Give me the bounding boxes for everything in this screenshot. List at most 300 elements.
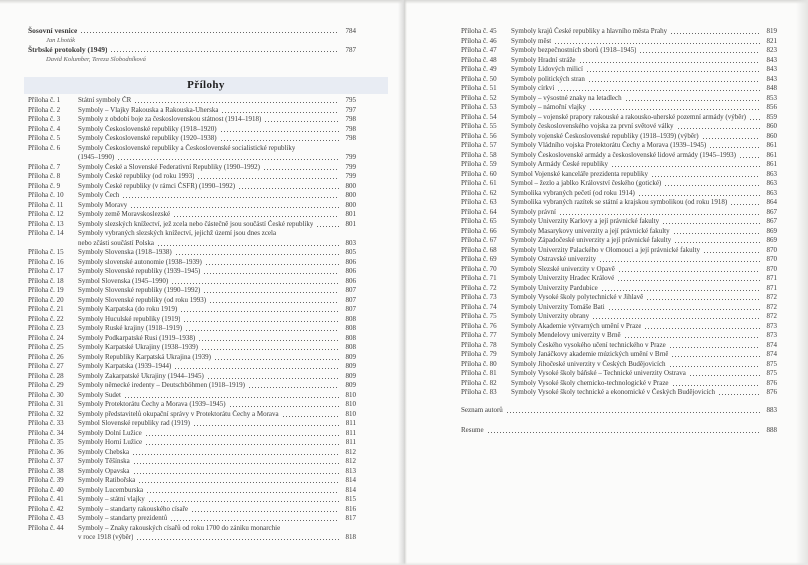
dot-leader	[173, 210, 339, 220]
entry-label: Příloha č. 67	[461, 236, 497, 244]
dot-leader	[557, 84, 760, 94]
toc-entry	[28, 172, 356, 182]
dot-leader	[171, 277, 339, 287]
toc-entry	[461, 360, 777, 370]
toc-entry	[461, 113, 777, 123]
toc-entry	[461, 331, 777, 341]
entry-label: Příloha č. 55	[461, 122, 497, 130]
entry-page: 817	[345, 514, 356, 522]
entry-label: Příloha č. 32	[28, 409, 64, 418]
entry-title: Symboly Protektorátu Čechy a Morava (1939–1945)	[78, 400, 226, 408]
toc-entry	[461, 179, 777, 189]
entry-page: 875	[766, 359, 777, 368]
entry-label: Příloha č. 4	[28, 124, 61, 133]
toc-entry	[461, 246, 777, 256]
entry-page: 811	[345, 438, 356, 446]
toc-entry	[28, 153, 356, 163]
entry-label: Příloha č. 33	[28, 419, 64, 427]
toc-entry	[28, 533, 356, 543]
entry-title: Symboly právní	[511, 207, 556, 216]
dot-leader	[739, 151, 760, 161]
toc-entry	[28, 391, 356, 401]
entry-page: 819	[766, 27, 777, 35]
entry-page: 860	[766, 131, 777, 140]
dot-leader	[646, 293, 760, 303]
dot-leader	[669, 360, 760, 370]
entry-page: 803	[345, 238, 356, 247]
toc-entry	[461, 274, 777, 284]
entry-label: Příloha č. 72	[461, 283, 497, 292]
appendix-list-right	[461, 27, 777, 398]
section-header	[24, 77, 388, 94]
entry-label: Příloha č. 65	[461, 217, 497, 225]
dot-leader	[193, 419, 339, 429]
toc-entry	[28, 353, 356, 363]
entry-label: Příloha č. 51	[461, 84, 497, 92]
entry-page: 806	[345, 257, 356, 266]
dot-leader	[136, 533, 339, 543]
entry-page: 870	[766, 255, 777, 263]
entry-page: 873	[766, 331, 777, 339]
toc-entry	[28, 324, 356, 334]
entry-title: Štrbské protokoly (1949)	[28, 45, 108, 54]
entry-title: v roce 1918 (výběr)	[78, 533, 134, 541]
entry-label: Příloha č. 40	[28, 485, 64, 494]
entry-title: Symboly Huculské republiky (1919)	[78, 314, 181, 323]
entry-label: Příloha č. 3	[28, 115, 61, 123]
entry-title: Symboly Univerzity Karlovy a její právnické fakulty	[511, 217, 660, 225]
toc-entry	[28, 467, 356, 477]
toc-entry	[28, 429, 356, 439]
toc-entry	[461, 37, 777, 47]
back-matter-entries	[461, 406, 777, 445]
entry-page: 872	[766, 293, 777, 301]
toc-entry	[28, 229, 356, 239]
entry-page: 871	[766, 283, 777, 292]
entry-label: Příloha č. 46	[461, 36, 497, 45]
entry-title: Symboly Hradní stráže	[511, 55, 576, 64]
dot-leader	[689, 369, 760, 379]
entry-page: 874	[766, 340, 777, 349]
dot-leader	[203, 267, 339, 277]
dot-leader	[148, 495, 339, 505]
entry-page: 888	[766, 425, 777, 434]
entry-page: 867	[766, 217, 777, 225]
entry-title: Symboly Jihočeské univerzity v Českých Budějovicích	[511, 359, 666, 368]
entry-title: Symboly Karpatska (do roku 1919)	[78, 305, 178, 313]
dot-leader	[651, 170, 760, 180]
dot-leader	[611, 160, 760, 170]
entry-label: Příloha č. 71	[461, 274, 497, 282]
toc-entry	[28, 486, 356, 496]
entry-label: Příloha č. 50	[461, 74, 497, 83]
entry-page: 867	[766, 207, 777, 216]
entry-label: Příloha č. 38	[28, 466, 64, 475]
toc-entry	[461, 217, 777, 227]
dot-leader	[718, 388, 760, 398]
toc-entry	[28, 163, 356, 173]
entry-title: Symboly Sudet	[78, 390, 121, 399]
entry-page: 813	[345, 466, 356, 475]
dot-leader	[220, 134, 339, 144]
toc-entry	[28, 134, 356, 144]
toc-entry	[461, 160, 777, 170]
entry-page: 805	[345, 248, 356, 256]
toc-entry	[28, 334, 356, 344]
toc-entry	[28, 106, 356, 116]
entry-label: Příloha č. 6	[28, 143, 61, 152]
entry-title: Symboly Univerzity obrany	[511, 312, 590, 320]
entry-label: Příloha č. 69	[461, 255, 497, 263]
entry-title: Symboly bezpečnostních sborů (1918–1945)	[511, 46, 637, 54]
toc-entry	[461, 350, 777, 360]
entry-title: Symboly německé iredenty – Deutschböhmen (1918–1919)	[78, 381, 245, 389]
entry-label: Příloha č. 54	[461, 112, 497, 121]
toc-entry	[28, 372, 356, 382]
entry-page: 883	[766, 406, 777, 414]
entry-label: Příloha č. 31	[28, 400, 64, 408]
entry-label: Příloha č. 52	[461, 93, 497, 102]
entry-page: 798	[345, 134, 356, 142]
toc-entry	[28, 410, 356, 420]
toc-entry	[461, 56, 777, 66]
entry-page: 801	[345, 210, 356, 218]
toc-entry	[28, 524, 356, 534]
entry-title: Symboly představitelů okupační správy v Protektorátu Čechy a Morava	[78, 409, 279, 418]
toc-entry	[28, 315, 356, 325]
scan-right-shadow	[796, 0, 808, 565]
entry-page: 860	[766, 122, 777, 130]
dot-leader	[639, 46, 760, 56]
entry-label: Příloha č. 27	[28, 362, 64, 370]
toc-entry	[28, 144, 356, 154]
entry-label: Příloha č. 59	[461, 160, 497, 168]
dot-leader	[122, 191, 339, 201]
entry-label: Příloha č. 56	[461, 131, 497, 140]
toc-entry	[28, 343, 356, 353]
entry-page: 869	[766, 236, 777, 244]
entry-title: Symboly Slovenska (1918–1938)	[78, 248, 172, 256]
entry-title: Symboly Univerzity Tomáše Bati	[511, 302, 605, 311]
entry-title: Seznam autorů	[461, 406, 503, 414]
entry-page: 807	[345, 286, 356, 294]
dot-leader	[487, 426, 760, 436]
entry-label: Příloha č. 42	[28, 504, 64, 513]
dot-leader	[618, 265, 760, 275]
entry-page: 871	[766, 274, 777, 282]
toc-entry	[28, 419, 356, 429]
entry-title: Symboly Univerzity Pardubice	[511, 283, 598, 292]
dot-leader	[145, 438, 339, 448]
toc-entry	[461, 46, 777, 56]
toc-entry	[461, 369, 777, 379]
toc-entry	[461, 94, 777, 104]
entry-label: Příloha č. 14	[28, 229, 64, 237]
entry-title: nebo zčásti součástí Polska	[78, 238, 155, 247]
entry-label: Příloha č. 49	[461, 65, 497, 73]
entry-title: Symboly Akademie výtvarných umění v Praze	[511, 321, 642, 330]
toc-entry	[461, 312, 777, 322]
toc-entry	[461, 284, 777, 294]
dot-leader	[221, 106, 339, 116]
dot-leader	[248, 381, 339, 391]
toc-entry	[28, 448, 356, 458]
toc-entry	[28, 182, 356, 192]
entry-page: 823	[766, 46, 777, 54]
entry-title: Symboly Těšínska	[78, 457, 130, 465]
entry-page: 810	[345, 390, 356, 399]
entry-label: Příloha č. 74	[461, 302, 497, 311]
dot-leader	[117, 153, 339, 163]
entry-title: Symboly – Vlajky Rakouska a Rakouska-Uherska	[78, 105, 219, 114]
entry-title: Symboly Slovenské republiky (1990–1992)	[78, 286, 201, 294]
dot-leader	[579, 56, 760, 66]
entry-label: Příloha č. 70	[461, 264, 497, 273]
dot-leader	[592, 312, 760, 322]
toc-entry	[461, 189, 777, 199]
entry-page: 863	[766, 188, 777, 197]
dot-leader	[664, 179, 760, 189]
dot-leader	[638, 189, 760, 199]
entry-label: Příloha č. 1	[28, 96, 61, 104]
toc-entry	[28, 381, 356, 391]
entry-page: 874	[766, 350, 777, 358]
entry-title: Symboly země Moravskoslezské	[78, 210, 171, 218]
entry-label: Příloha č. 43	[28, 514, 64, 522]
entry-title: Symboly – výsostné znaky na letadlech	[511, 93, 622, 102]
entry-page: 800	[345, 191, 356, 199]
entry-title: Státní symboly ČR	[78, 96, 132, 104]
toc-entry	[461, 303, 777, 313]
entry-page: 843	[766, 65, 777, 73]
toc-entry	[461, 198, 777, 208]
dot-leader	[157, 239, 339, 249]
dot-leader	[617, 274, 760, 284]
entry-title: Symbol Vojenské kanceláře prezidenta republiky	[511, 169, 648, 178]
entry-label: Příloha č. 58	[461, 150, 497, 159]
entry-page: 798	[345, 115, 356, 123]
entry-title: Symboly České a Slovenské Federativní Republiky (1990–1992)	[78, 162, 260, 171]
entry-label: Příloha č. 20	[28, 295, 64, 304]
entry-page: 876	[766, 378, 777, 387]
dot-leader	[601, 284, 760, 294]
toc-entry	[28, 514, 356, 524]
toc-entry	[461, 75, 777, 85]
dot-leader	[669, 341, 760, 351]
entry-title: Symboly vojenské Československé republiky (1918–1939) (výběr)	[511, 131, 699, 140]
entry-page: 821	[766, 36, 777, 45]
entry-page: 807	[345, 295, 356, 304]
toc-entry	[461, 122, 777, 132]
entry-title: Symboly Mendelovy univerzity v Brně	[511, 331, 621, 339]
dot-leader	[220, 125, 339, 135]
dot-leader	[209, 296, 339, 306]
entry-title: Symboly Ratibořska	[78, 476, 136, 484]
dot-leader	[207, 372, 339, 382]
toc-entry	[461, 151, 777, 161]
toc-entry	[461, 322, 777, 332]
entry-title: Symboly československého vojska za první světové války	[511, 122, 674, 130]
entry-page: 861	[766, 150, 777, 159]
entry-label: Příloha č. 5	[28, 134, 61, 142]
entry-title: Symboly Lidových milicí	[511, 65, 583, 73]
toc-entry	[28, 505, 356, 515]
entry-title: Symboly měst	[511, 36, 552, 45]
entry-title: Symboly slovenské autonomie (1938–1939)	[78, 257, 202, 266]
toc-entry	[28, 26, 356, 36]
entry-page: 809	[345, 352, 356, 361]
entry-page: 814	[345, 476, 356, 484]
dot-leader	[238, 182, 339, 192]
entry-page: 853	[766, 93, 777, 102]
dot-leader	[138, 476, 339, 486]
entry-label: Příloha č. 63	[461, 198, 497, 206]
toc-entry	[28, 125, 356, 135]
dot-leader	[588, 75, 760, 85]
dot-leader	[624, 331, 760, 341]
toc-entry	[28, 248, 356, 258]
dot-leader	[671, 350, 760, 360]
entry-page: 864	[766, 198, 777, 206]
entry-title: Symboly Chebska	[78, 447, 130, 456]
dot-leader	[191, 505, 339, 515]
entry-page: 870	[766, 264, 777, 273]
dot-leader	[130, 201, 339, 211]
toc-entry	[28, 45, 356, 55]
dot-leader	[198, 334, 339, 344]
entry-label: Příloha č. 81	[461, 369, 497, 377]
entry-page: 809	[345, 362, 356, 370]
scan-top-shadow	[0, 0, 808, 4]
toc-entry	[461, 132, 777, 142]
entry-title: Symboly Vládního vojska Protektorátu Čechy a Morava (1939–1945)	[511, 141, 707, 149]
entry-title: Symboly Dolní Lužice	[78, 428, 142, 437]
entry-title: Symboly – standarty rakouského císaře	[78, 504, 189, 513]
dot-leader	[625, 94, 760, 104]
dot-leader	[229, 400, 339, 410]
entry-title: Symboly Československé republiky a Československé socialistické republiky	[78, 143, 296, 152]
dot-leader	[673, 227, 760, 237]
dot-leader	[608, 303, 760, 313]
entry-label: Příloha č. 57	[461, 141, 497, 149]
entry-label: Příloha č. 47	[461, 46, 497, 54]
entry-title: (1945–1990)	[78, 153, 115, 161]
dot-leader	[264, 115, 339, 125]
entry-page: 784	[345, 27, 356, 35]
toc-entry	[461, 27, 777, 37]
entry-page: 808	[345, 343, 356, 351]
entry-label: Příloha č. 18	[28, 276, 64, 285]
entry-label: Příloha č. 36	[28, 447, 64, 456]
entry-label: Příloha č. 77	[461, 331, 497, 339]
toc-entry	[461, 293, 777, 303]
entry-page: 843	[766, 74, 777, 83]
dot-leader	[201, 343, 339, 353]
entry-title: Resume	[461, 425, 484, 434]
entry-page: 818	[345, 533, 356, 541]
dot-leader	[730, 198, 760, 208]
entry-page: 808	[345, 333, 356, 342]
toc-entry	[28, 210, 356, 220]
entry-title: Symboly politických stran	[511, 74, 585, 83]
dot-leader	[703, 246, 760, 256]
toc-entry	[461, 141, 777, 151]
entry-label: Příloha č. 41	[28, 495, 64, 503]
entry-title: Symboly Univerzity Hradec Králové	[511, 274, 615, 282]
entry-page: 861	[766, 141, 777, 149]
entry-label: Příloha č. 16	[28, 257, 64, 266]
entry-label: Příloha č. 30	[28, 390, 64, 399]
entry-title: Symboly Univerzity Palackého v Olomouci a její právnické fakulty	[511, 245, 700, 254]
entry-page: 863	[766, 169, 777, 178]
entry-label: Příloha č. 78	[461, 340, 497, 349]
entry-title: Symboly Opavska	[78, 466, 130, 475]
entry-page: 859	[766, 112, 777, 121]
entry-title: Symboly Horní Lužice	[78, 438, 143, 446]
entry-title: Symboly – Znaky rakouských císařů od roku 1700 do zániku monarchie	[78, 523, 281, 532]
dot-leader	[214, 353, 339, 363]
entry-authors: Jan Lhoták	[46, 36, 76, 44]
entry-label: Příloha č. 23	[28, 324, 64, 332]
entry-title: Symboly Ostravské univerzity	[511, 255, 597, 263]
entry-title: Symboly Vysoké školy polytechnické v Jihlavě	[511, 293, 644, 301]
entry-label: Příloha č. 83	[461, 388, 497, 396]
entry-page: 795	[345, 96, 356, 104]
entry-title: Symboly Slezské univerzity v Opavě	[511, 264, 615, 273]
entry-title: Symboly – standarty prezidentů	[78, 514, 168, 522]
entry-title: Symboly Československé republiky (1920–1938)	[78, 134, 217, 142]
dot-leader	[175, 248, 339, 258]
toc-entry	[461, 341, 777, 351]
dot-leader	[599, 255, 760, 265]
entry-title: Symboly vybraných slezských knížectví, jejichž území jsou dnes zcela	[78, 229, 277, 237]
dot-leader	[589, 103, 760, 113]
toc-entry	[461, 379, 777, 389]
entry-title: Symboly Karpatska (1939–1944)	[78, 362, 172, 370]
toc-entry	[461, 236, 777, 246]
entry-page: 799	[345, 162, 356, 171]
entry-label: Příloha č. 64	[461, 207, 497, 216]
entry-page: 798	[345, 124, 356, 133]
entry-label: Příloha č. 19	[28, 286, 64, 294]
dot-leader	[282, 410, 339, 420]
entry-label: Příloha č. 68	[461, 245, 497, 254]
toc-entry	[28, 476, 356, 486]
entry-title: Symbol – žezlo a jablko Království českého (gotické)	[511, 179, 662, 187]
entry-page: 872	[766, 312, 777, 320]
toc-entry	[28, 495, 356, 505]
entry-label: Příloha č. 45	[461, 27, 497, 35]
entry-title: Symboly – státní vlajky	[78, 495, 145, 503]
dot-leader	[183, 315, 339, 325]
entry-label: Příloha č. 61	[461, 179, 497, 187]
entry-title: Symboly Janáčkovy akademie múzických umění v Brně	[511, 350, 669, 358]
entry-title: Symboly z období boje za československou státnost (1914–1918)	[78, 115, 262, 123]
entry-page: 843	[766, 55, 777, 64]
entry-label: Příloha č. 53	[461, 103, 497, 111]
entry-page: 812	[345, 447, 356, 456]
toc-entry	[28, 296, 356, 306]
entry-page: 809	[345, 371, 356, 380]
entry-title: Symboly Republiky Karpatská Ukrajina (1939)	[78, 352, 211, 361]
entry-label: Příloha č. 11	[28, 200, 64, 209]
entry-title: Symboly Vysoké školy technické a ekonomické v Českých Budějovicích	[511, 388, 716, 396]
entry-page: 870	[766, 245, 777, 254]
toc-entry	[461, 255, 777, 265]
entry-label: Příloha č. 10	[28, 191, 64, 199]
entry-label: Příloha č. 25	[28, 343, 64, 351]
dot-leader	[749, 113, 760, 123]
